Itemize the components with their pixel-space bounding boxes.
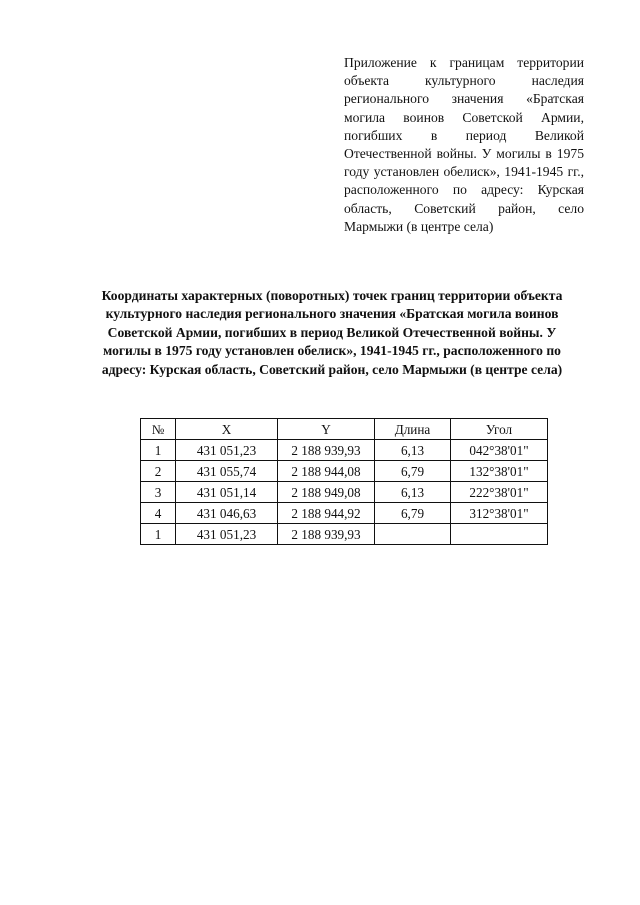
table-row [141, 482, 548, 503]
cell-y: 2 188 944,08 [278, 461, 375, 482]
annex-note [344, 54, 584, 236]
coordinates-table [140, 418, 548, 545]
cell-x: 431 051,14 [176, 482, 278, 503]
annex-text: Приложение к границам территории объекта культурного наследия регионального значения «Братская могила воинов Советской Армии, погибших в период Великой Отечественной войны. У могилы в 1975 году установлен обелиск», 1941-1945 гг., расположенного по адресу: Курская область, Советский район, село Мармыжи (в центре села) [344, 55, 584, 234]
cell-x: 431 051,23 [176, 440, 278, 461]
header-length: Длина [375, 419, 451, 440]
cell-length: 6,13 [375, 440, 451, 461]
cell-x: 431 051,23 [176, 524, 278, 545]
cell-angle: 132°38'01" [451, 461, 548, 482]
header-x: X [176, 419, 278, 440]
cell-angle [451, 524, 548, 545]
cell-y: 2 188 944,92 [278, 503, 375, 524]
table-row [141, 524, 548, 545]
cell-length: 6,79 [375, 503, 451, 524]
table-row [141, 503, 548, 524]
cell-number: 1 [141, 524, 176, 545]
cell-angle: 222°38'01" [451, 482, 548, 503]
cell-y: 2 188 949,08 [278, 482, 375, 503]
cell-angle: 312°38'01" [451, 503, 548, 524]
header-y: Y [278, 419, 375, 440]
cell-y: 2 188 939,93 [278, 524, 375, 545]
table-row [141, 461, 548, 482]
cell-length: 6,13 [375, 482, 451, 503]
header-number: № [141, 419, 176, 440]
cell-x: 431 055,74 [176, 461, 278, 482]
header-angle: Угол [451, 419, 548, 440]
cell-number: 4 [141, 503, 176, 524]
cell-y: 2 188 939,93 [278, 440, 375, 461]
cell-number: 3 [141, 482, 176, 503]
cell-angle: 042°38'01" [451, 440, 548, 461]
cell-length: 6,79 [375, 461, 451, 482]
title-text: Координаты характерных (поворотных) точек границ территории объекта культурного наследия регионального значения «Братская могила воинов Советской Армии, погибших в период Великой Отечественной войны. У могилы в 1975 году установлен обелиск», 1941-1945 гг., расположенного по адресу: Курская область, Советский район, село Мармыжи (в центре села) [101, 288, 563, 377]
cell-number: 1 [141, 440, 176, 461]
table-header-row [141, 419, 548, 440]
document-title [96, 287, 568, 379]
table-row [141, 440, 548, 461]
cell-number: 2 [141, 461, 176, 482]
cell-x: 431 046,63 [176, 503, 278, 524]
cell-length [375, 524, 451, 545]
